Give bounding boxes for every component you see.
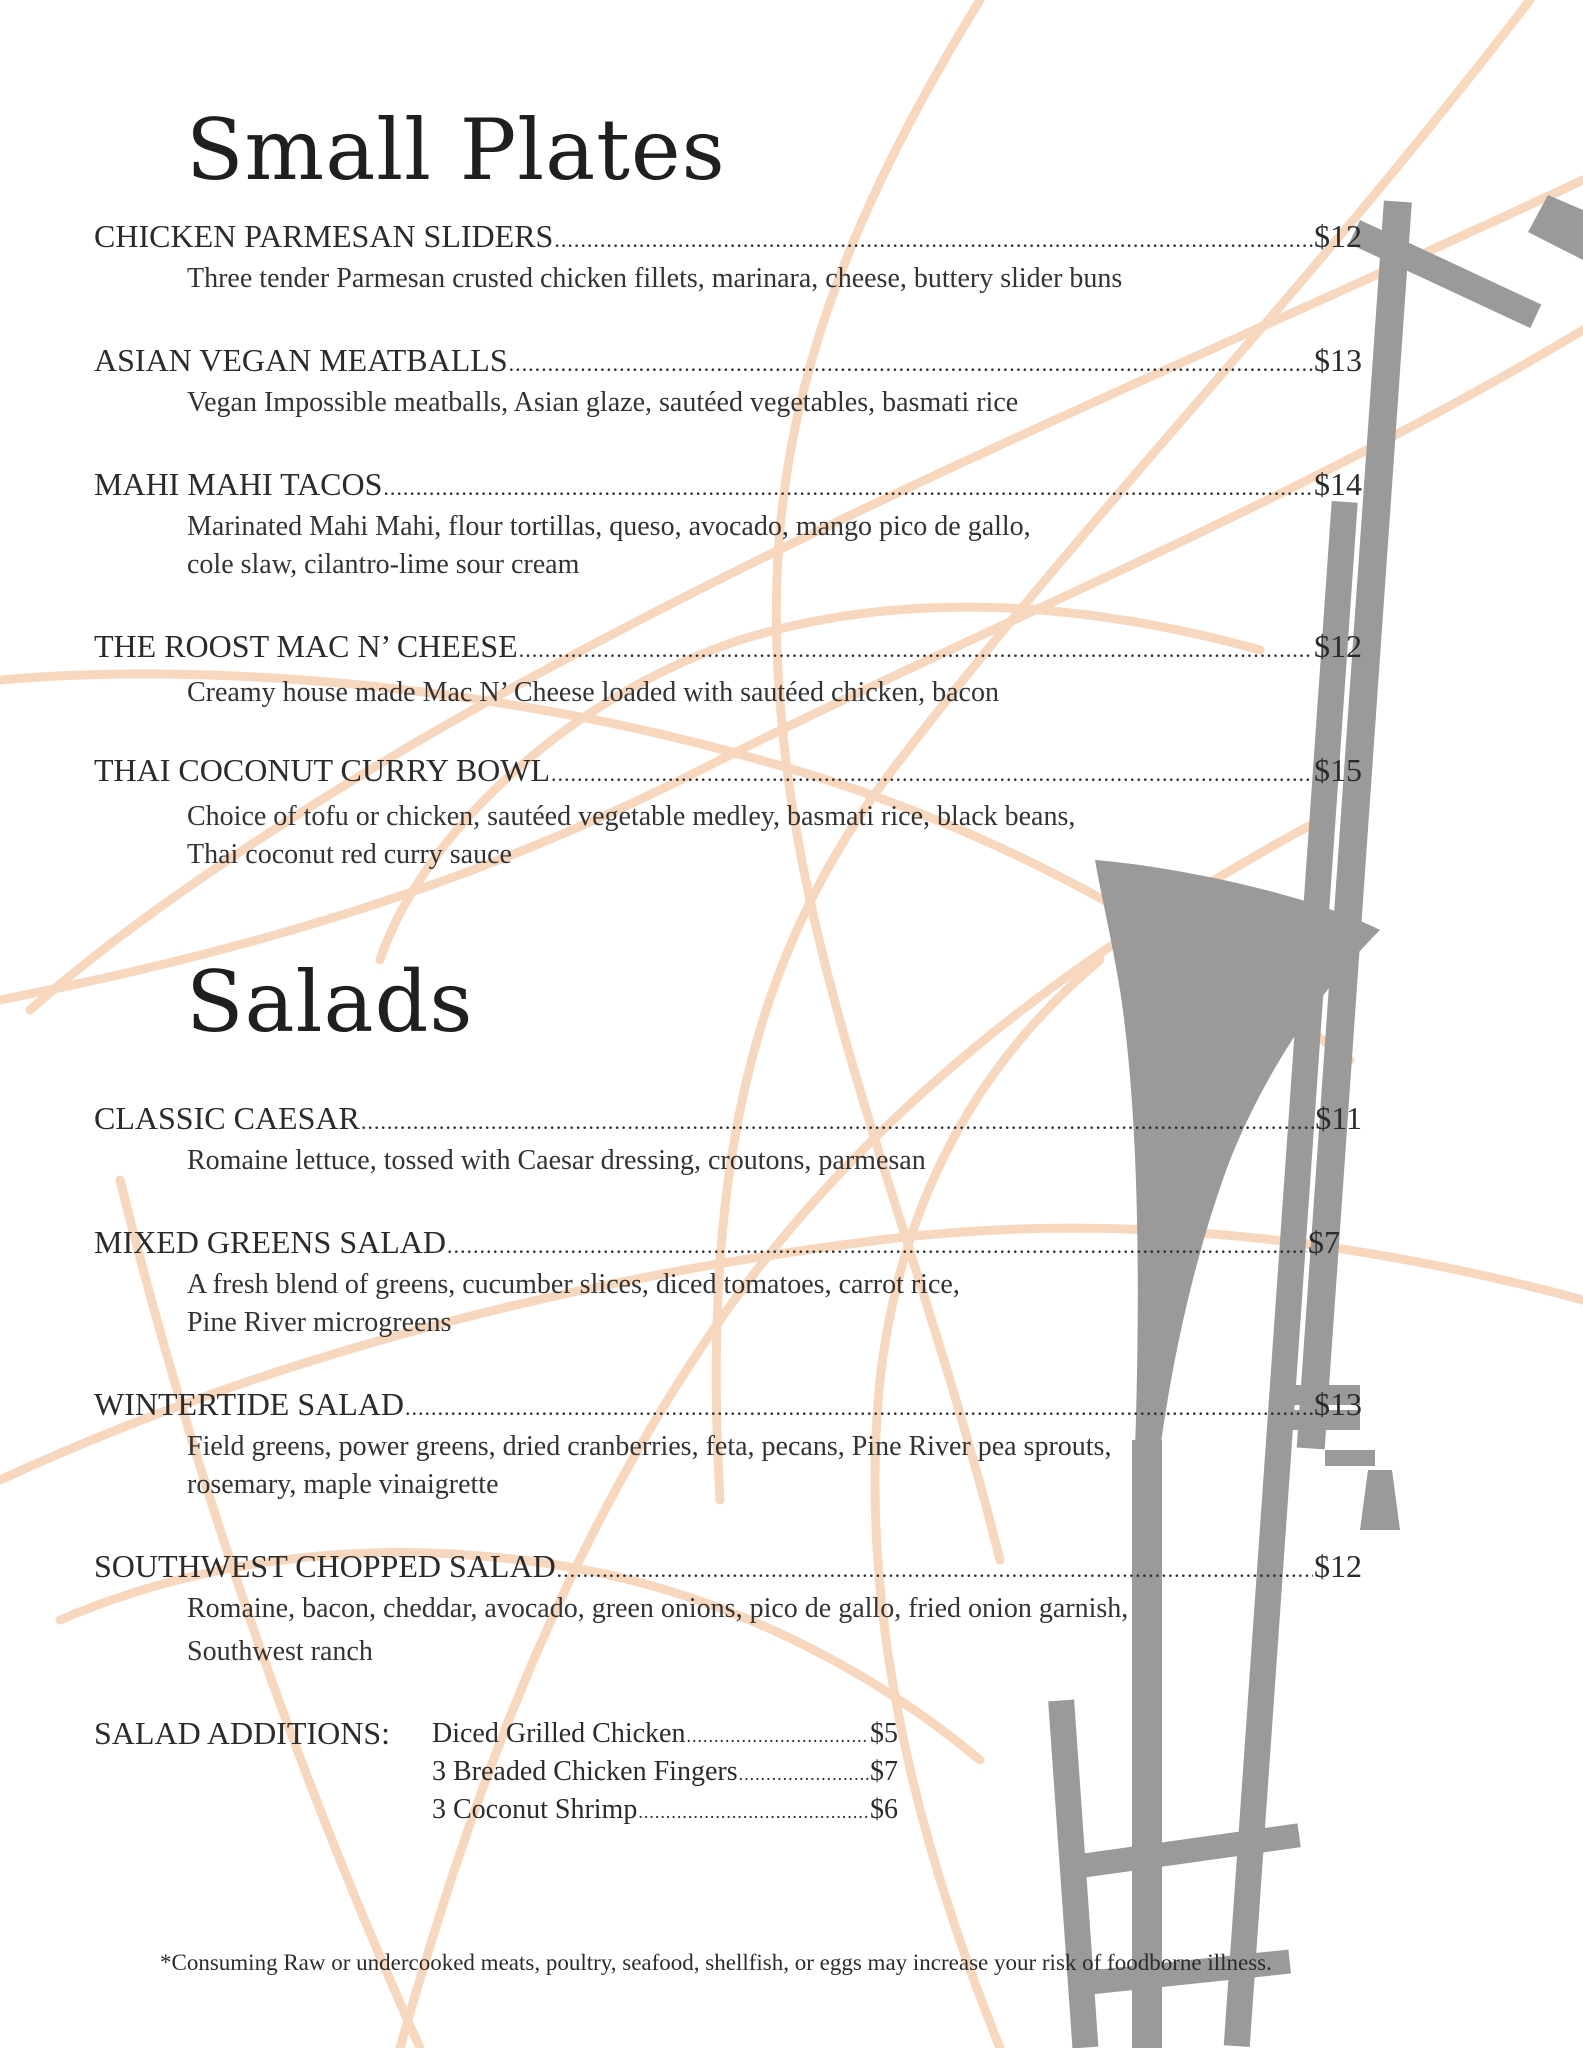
menu-item: [94, 464, 1362, 584]
item-name: MAHI MAHI TACOS: [94, 466, 383, 502]
section-title-small-plates: Small Plates: [186, 101, 726, 199]
addition-item: [432, 1715, 898, 1755]
item-price: $11: [1315, 1100, 1362, 1136]
leader-dots: [405, 1388, 1313, 1428]
addition-price: $6: [870, 1794, 898, 1825]
leader-dots: [686, 1717, 869, 1755]
menu-item: [94, 750, 1362, 874]
item-price: $7: [1308, 1224, 1340, 1260]
leader-dots: [361, 1102, 1314, 1142]
item-name: WINTERTIDE SALAD: [94, 1386, 405, 1422]
item-description: Creamy house made Mac N’ Cheese loaded with sautéed chicken, bacon: [187, 677, 999, 708]
item-description: Marinated Mahi Mahi, flour tortillas, queso, avocado, mango pico de gallo,: [187, 511, 1031, 542]
salad-additions-label: SALAD ADDITIONS:: [94, 1715, 390, 1751]
item-description: Thai coconut red curry sauce: [187, 839, 512, 870]
item-price: $15: [1314, 752, 1362, 788]
addition-price: $7: [870, 1756, 898, 1787]
leader-dots: [519, 630, 1313, 670]
addition-price: $5: [870, 1718, 898, 1749]
addition-name: 3 Coconut Shrimp: [432, 1794, 638, 1825]
item-name: MIXED GREENS SALAD: [94, 1224, 446, 1260]
leader-dots: [739, 1755, 869, 1793]
item-description: Field greens, power greens, dried cranberries, feta, pecans, Pine River pea sprouts,: [187, 1431, 1112, 1462]
addition-name: Diced Grilled Chicken: [432, 1718, 686, 1749]
item-name: CHICKEN PARMESAN SLIDERS: [94, 218, 554, 254]
item-description: A fresh blend of greens, cucumber slices, diced tomatoes, carrot rice,: [187, 1269, 960, 1300]
item-description: cole slaw, cilantro-lime sour cream: [187, 549, 580, 580]
menu-item: [94, 1384, 1362, 1504]
item-name: CLASSIC CAESAR: [94, 1100, 360, 1136]
leader-dots: [447, 1226, 1307, 1266]
menu-item: [94, 216, 1362, 298]
item-description: Choice of tofu or chicken, sautéed vegetable medley, basmati rice, black beans,: [187, 801, 1076, 832]
leader-dots: [638, 1793, 869, 1831]
footnote-disclaimer: *Consuming Raw or undercooked meats, poultry, seafood, shellfish, or eggs may increase your risk of foodborne illness.: [160, 1950, 1272, 1975]
item-description: Pine River microgreens: [187, 1307, 452, 1338]
menu-item: [94, 1546, 1362, 1671]
item-description: rosemary, maple vinaigrette: [187, 1469, 499, 1500]
leader-dots: [554, 220, 1313, 260]
menu-item: [94, 340, 1362, 422]
item-description: Romaine, bacon, cheddar, avocado, green onions, pico de gallo, fried onion garnish,: [187, 1593, 1129, 1624]
item-description: Vegan Impossible meatballs, Asian glaze, sautéed vegetables, basmati rice: [187, 387, 1019, 418]
leader-dots: [551, 754, 1313, 794]
item-price: $14: [1314, 466, 1362, 502]
addition-name: 3 Breaded Chicken Fingers: [432, 1756, 738, 1787]
item-price: $12: [1314, 1548, 1362, 1584]
item-price: $13: [1314, 342, 1362, 378]
addition-item: [432, 1753, 898, 1793]
section-title-salads: Salads: [186, 953, 474, 1051]
addition-item: [432, 1791, 898, 1831]
leader-dots: [557, 1550, 1313, 1590]
leader-dots: [383, 468, 1313, 508]
item-price: $12: [1314, 218, 1362, 254]
menu-item: [94, 1098, 1362, 1180]
item-price: $13: [1314, 1386, 1362, 1422]
item-name: THE ROOST MAC N’ CHEESE: [94, 628, 518, 664]
item-price: $12: [1314, 628, 1362, 664]
item-name: ASIAN VEGAN MEATBALLS: [94, 342, 508, 378]
menu-item: [94, 1222, 1362, 1342]
item-name: SOUTHWEST CHOPPED SALAD: [94, 1548, 556, 1584]
item-description: Southwest ranch: [187, 1636, 373, 1667]
menu-item: [94, 626, 1362, 712]
item-description: Three tender Parmesan crusted chicken fillets, marinara, cheese, buttery slider buns: [187, 263, 1123, 294]
item-description: Romaine lettuce, tossed with Caesar dressing, croutons, parmesan: [187, 1145, 926, 1176]
item-name: THAI COCONUT CURRY BOWL: [94, 752, 551, 788]
leader-dots: [509, 344, 1313, 384]
